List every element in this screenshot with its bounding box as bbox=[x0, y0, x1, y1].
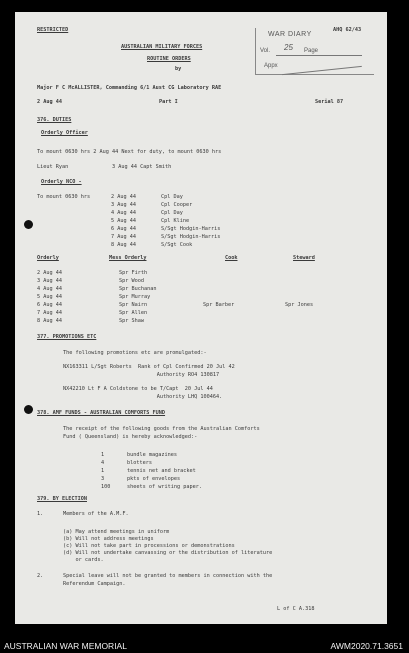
section-376-title: 376. DUTIES bbox=[37, 117, 72, 123]
stamp-vol-line bbox=[276, 55, 362, 56]
roster-date: 5 Aug 44 bbox=[37, 294, 62, 300]
roster-header-steward: Steward bbox=[293, 255, 315, 261]
roster-cook: Spr Barber bbox=[203, 302, 235, 308]
author-line: Major F C McALLISTER, Commanding 6/1 Aust CG Laboratory RAE bbox=[37, 85, 222, 91]
nco-duty-date: 6 Aug 44 bbox=[111, 226, 136, 232]
order-part: Part I bbox=[159, 99, 178, 105]
comfort-item-qty: 100 bbox=[101, 484, 111, 490]
nco-duty-name: Cpl Kline bbox=[161, 218, 190, 224]
roster-date: 7 Aug 44 bbox=[37, 310, 62, 316]
order-serial: Serial 87 bbox=[315, 99, 344, 105]
form-reference: AHQ 62/43 bbox=[333, 27, 362, 33]
nco-duty-date: 8 Aug 44 bbox=[111, 242, 136, 248]
comfort-item-qty: 1 bbox=[101, 452, 105, 458]
roster-mess-orderly: Spr Wood bbox=[119, 278, 144, 284]
election-para-1: Members of the A.M.F. bbox=[63, 511, 129, 517]
punch-hole-bottom bbox=[24, 405, 33, 414]
punch-hole-top bbox=[24, 220, 33, 229]
stamp-page-label: Page bbox=[304, 48, 319, 54]
section-379-title: 379. BY ELECTION bbox=[37, 496, 87, 502]
roster-mess-orderly: Spr Nairn bbox=[119, 302, 148, 308]
stamp-title: WAR DIARY bbox=[268, 31, 312, 38]
comfort-item-qty: 4 bbox=[101, 460, 105, 466]
section-378-title: 378. AMF FUNDS - AUSTRALIAN COMFORTS FUND bbox=[37, 410, 166, 416]
nco-duty-name: Cpl Day bbox=[161, 194, 183, 200]
document-page bbox=[15, 12, 387, 624]
promotion-line-2: Authority RO4 130817 bbox=[63, 372, 220, 378]
orderly-officer-heading: Orderly Officer bbox=[41, 130, 88, 136]
roster-mess-orderly: Spr Murray bbox=[119, 294, 151, 300]
roster-date: 8 Aug 44 bbox=[37, 318, 62, 324]
roster-header-orderly: Orderly bbox=[37, 255, 59, 261]
election-para-2-line-2: Referendum Campaign. bbox=[63, 581, 126, 587]
nco-duty-date: 7 Aug 44 bbox=[111, 234, 136, 240]
election-subclause: or cards. bbox=[63, 557, 104, 563]
stamp-vol-value: 25 bbox=[284, 43, 293, 52]
election-subclause: (b) Will not address meetings bbox=[63, 536, 154, 542]
comfort-item-qty: 3 bbox=[101, 476, 105, 482]
archive-footer bbox=[0, 640, 409, 653]
stamp-appx-label: Appx bbox=[264, 63, 278, 69]
roster-steward: Spr Jones bbox=[285, 302, 314, 308]
roster-mess-orderly: Spr Firth bbox=[119, 270, 148, 276]
comforts-intro-2: Fund ( Queensland) is hereby acknowledged:- bbox=[63, 434, 198, 440]
roster-mess-orderly: Spr Shaw bbox=[119, 318, 144, 324]
heading-forces: AUSTRALIAN MILITARY FORCES bbox=[121, 44, 203, 50]
promotion-line-1: NX163311 L/Sgt Roberts Rank of Cpl Confirmed 20 Jul 42 bbox=[63, 364, 235, 370]
comfort-item-desc: blotters bbox=[127, 460, 152, 466]
comfort-item-desc: sheets of writing paper. bbox=[127, 484, 202, 490]
roster-header-cook: Cook bbox=[225, 255, 238, 261]
comfort-item-desc: tennis net and bracket bbox=[127, 468, 196, 474]
duties-line-1: To mount 0630 hrs 2 Aug 44 Next for duty, to mount 0630 hrs bbox=[37, 149, 222, 155]
roster-mess-orderly: Spr Buchanan bbox=[119, 286, 157, 292]
comfort-item-qty: 1 bbox=[101, 468, 105, 474]
comforts-intro-1: The receipt of the following goods from the Australian Comforts bbox=[63, 426, 260, 432]
nco-duty-date: 3 Aug 44 bbox=[111, 202, 136, 208]
nco-duty-name: Cpl Cooper bbox=[161, 202, 193, 208]
election-subclause: (c) Will not take part in processions or demonstrations bbox=[63, 543, 235, 549]
signature-block: L of C A.318 bbox=[277, 606, 315, 612]
comfort-item-desc: bundle magazines bbox=[127, 452, 177, 458]
stamp-appx-line bbox=[282, 66, 362, 75]
nco-duty-name: Cpl Day bbox=[161, 210, 183, 216]
election-subclause: (a) May attend meetings in uniform bbox=[63, 529, 170, 535]
comfort-item-desc: pkts of envelopes bbox=[127, 476, 181, 482]
war-diary-stamp bbox=[255, 28, 374, 75]
nco-intro: To mount 0630 hrs bbox=[37, 194, 91, 200]
roster-date: 3 Aug 44 bbox=[37, 278, 62, 284]
roster-date: 6 Aug 44 bbox=[37, 302, 62, 308]
para-2-number: 2. bbox=[37, 573, 44, 579]
section-377-title: 377. PROMOTIONS ETC bbox=[37, 334, 97, 340]
stamp-vol-label: Vol. bbox=[260, 48, 271, 54]
orderly-nco-heading: Orderly NCO - bbox=[41, 179, 82, 185]
heading-by: by bbox=[175, 66, 182, 72]
election-para-2-line-1: Special leave will not be granted to members in connection with the bbox=[63, 573, 273, 579]
nco-duty-date: 2 Aug 44 bbox=[111, 194, 136, 200]
para-1-number: 1. bbox=[37, 511, 44, 517]
footer-institution: AUSTRALIAN WAR MEMORIAL bbox=[4, 641, 127, 651]
nco-duty-date: 4 Aug 44 bbox=[111, 210, 136, 216]
heading-routine-orders: ROUTINE ORDERS bbox=[147, 56, 191, 62]
nco-duty-name: S/Sgt Cook bbox=[161, 242, 193, 248]
nco-duty-name: S/Sgt Hodgin-Harris bbox=[161, 234, 221, 240]
duties-line-2: Lieut Ryan 3 Aug 44 Capt Smith bbox=[37, 164, 172, 170]
roster-mess-orderly: Spr Allen bbox=[119, 310, 148, 316]
election-subclause: (d) Will not undertake canvassing or the distribution of literature bbox=[63, 550, 273, 556]
roster-date: 2 Aug 44 bbox=[37, 270, 62, 276]
roster-date: 4 Aug 44 bbox=[37, 286, 62, 292]
nco-duty-name: S/Sgt Hodgin-Harris bbox=[161, 226, 221, 232]
promotion-line-4: Authority LHQ 100464. bbox=[63, 394, 223, 400]
promotions-intro: The following promotions etc are promulgated:- bbox=[63, 350, 207, 356]
nco-duty-date: 5 Aug 44 bbox=[111, 218, 136, 224]
promotion-line-3: NX42210 Lt F A Coldstone to be T/Capt 20 Jul 44 bbox=[63, 386, 213, 392]
classification-mark: RESTRICTED bbox=[37, 27, 69, 33]
roster-header-mess-orderly: Mess Orderly bbox=[109, 255, 147, 261]
footer-accession-number: AWM2020.71.3651 bbox=[330, 641, 403, 651]
order-date: 2 Aug 44 bbox=[37, 99, 62, 105]
